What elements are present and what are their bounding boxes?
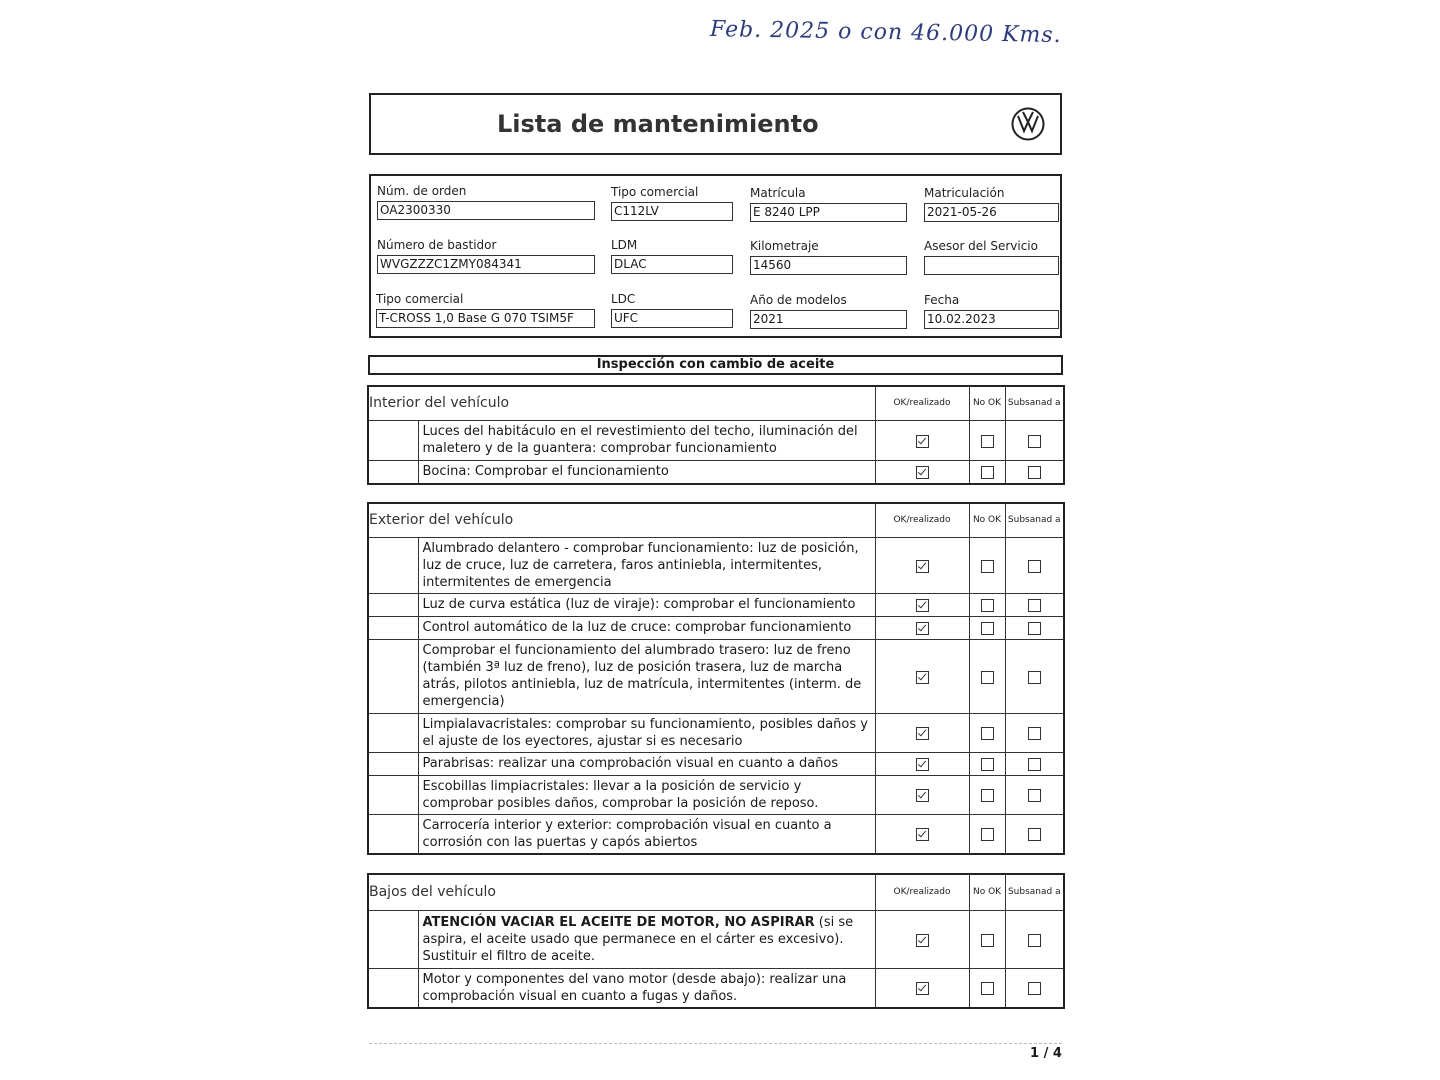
checkbox-cell-nook — [969, 460, 1005, 484]
checkbox-nook[interactable] — [981, 789, 994, 802]
checkbox-ok[interactable] — [916, 789, 929, 802]
field-label: Asesor del Servicio — [924, 239, 1038, 253]
field-label: Matrícula — [750, 186, 806, 200]
checklist-item-text: Limpialavacristales: comprobar su funcionamiento, posibles daños y el ajuste de los eyectores, ajustar si es necesario — [418, 713, 875, 752]
checkbox-subs[interactable] — [1028, 671, 1041, 684]
asesor-field[interactable] — [924, 256, 1059, 275]
col-header-subs: Subsanad a — [1005, 386, 1064, 420]
col-header-nook: No OK — [969, 503, 1005, 537]
checklist-item-desc: (si se aspira, el aceite usado que permanece en el cárter es excesivo). Sustituir el filtro de aceite. — [422, 914, 854, 964]
row-margin-cell — [368, 968, 418, 1008]
col-header-nook: No OK — [969, 386, 1005, 420]
checkbox-nook[interactable] — [981, 466, 994, 479]
checkbox-cell-ok — [875, 814, 969, 854]
checkbox-subs[interactable] — [1028, 599, 1041, 612]
row-margin-cell — [368, 910, 418, 968]
checkbox-ok[interactable] — [916, 560, 929, 573]
checkbox-ok[interactable] — [916, 671, 929, 684]
field-orden — [377, 184, 595, 220]
section-heading: Bajos del vehículo — [368, 874, 875, 910]
checkbox-cell-nook — [969, 910, 1005, 968]
checklist-item-text — [418, 910, 875, 968]
section-header-row — [368, 503, 1064, 537]
checklist-item-text: Control automático de la luz de cruce: comprobar funcionamiento — [418, 616, 875, 639]
tipo-field[interactable]: C112LV — [611, 202, 733, 221]
col-header-nook: No OK — [969, 874, 1005, 910]
checkbox-cell-ok — [875, 968, 969, 1008]
section-interior-table — [367, 385, 1065, 485]
section-heading: Exterior del vehículo — [368, 503, 875, 537]
checkbox-nook[interactable] — [981, 560, 994, 573]
checkbox-nook[interactable] — [981, 758, 994, 771]
field-label: Número de bastidor — [377, 238, 497, 252]
field-label: Año de modelos — [750, 293, 847, 307]
bastidor-field[interactable]: WVGZZZC1ZMY084341 — [377, 255, 595, 274]
checklist-row — [368, 752, 1064, 775]
checkbox-subs[interactable] — [1028, 982, 1041, 995]
checkbox-ok[interactable] — [916, 727, 929, 740]
checkbox-ok[interactable] — [916, 599, 929, 612]
checklist-item-text: Escobillas limpiacristales: llevar a la posición de servicio y comprobar posibles daños, comprobar la posición de reposo. — [418, 775, 875, 814]
checklist-row — [368, 775, 1064, 814]
row-margin-cell — [368, 616, 418, 639]
checklist-item-text: Carrocería interior y exterior: comprobación visual en cuanto a corrosión con las puertas y capós abiertos — [418, 814, 875, 854]
checkbox-cell-subs — [1005, 752, 1064, 775]
tipo2-field[interactable]: T-CROSS 1,0 Base G 070 TSIM5F — [376, 309, 595, 328]
checkbox-nook[interactable] — [981, 599, 994, 612]
checkbox-nook[interactable] — [981, 828, 994, 841]
checkbox-cell-ok — [875, 537, 969, 593]
footer-divider — [369, 1043, 1062, 1044]
field-label: LDM — [611, 238, 638, 252]
page-number: 1 / 4 — [1030, 1046, 1062, 1061]
km-field[interactable]: 14560 — [750, 256, 907, 275]
section-exterior-table — [367, 502, 1065, 855]
checkbox-nook[interactable] — [981, 934, 994, 947]
row-margin-cell — [368, 752, 418, 775]
section-header-row — [368, 386, 1064, 420]
checkbox-cell-ok — [875, 713, 969, 752]
vw-logo-icon — [1011, 107, 1045, 141]
checkbox-cell-subs — [1005, 713, 1064, 752]
checklist-row — [368, 713, 1064, 752]
checkbox-cell-ok — [875, 460, 969, 484]
checklist-row — [368, 910, 1064, 968]
checklist-row — [368, 968, 1064, 1008]
checklist-item-text: Luz de curva estática (luz de viraje): comprobar el funcionamiento — [418, 593, 875, 616]
checklist-item-text: Parabrisas: realizar una comprobación visual en cuanto a daños — [418, 752, 875, 775]
field-matriculacion — [924, 186, 1059, 222]
section-header-row — [368, 874, 1064, 910]
vehicle-info-box — [369, 174, 1062, 338]
col-header-ok: OK/realizado — [875, 503, 969, 537]
checklist-item-warning: ATENCIÓN VACIAR EL ACEITE DE MOTOR, NO ASPIRAR — [422, 914, 815, 930]
checklist-row — [368, 420, 1064, 460]
field-fecha — [924, 293, 1059, 329]
page-title: Lista de mantenimiento — [497, 110, 819, 138]
checkbox-cell-ok — [875, 593, 969, 616]
checkbox-cell-subs — [1005, 420, 1064, 460]
checklist-item-text: Alumbrado delantero - comprobar funcionamiento: luz de posición, luz de cruce, luz de carretera, faros antiniebla, intermitentes, intermitentes de emergencia — [418, 537, 875, 593]
checkbox-nook[interactable] — [981, 622, 994, 635]
row-margin-cell — [368, 593, 418, 616]
checkbox-subs[interactable] — [1028, 828, 1041, 841]
field-matricula — [750, 186, 907, 222]
field-label: Núm. de orden — [377, 184, 467, 198]
checkbox-cell-nook — [969, 752, 1005, 775]
checkbox-cell-nook — [969, 420, 1005, 460]
checkbox-cell-subs — [1005, 460, 1064, 484]
checkbox-cell-ok — [875, 639, 969, 713]
matricula-field[interactable]: E 8240 LPP — [750, 203, 907, 222]
col-header-subs: Subsanad a — [1005, 874, 1064, 910]
field-label: Tipo comercial — [611, 185, 699, 199]
row-margin-cell — [368, 537, 418, 593]
row-margin-cell — [368, 420, 418, 460]
checkbox-nook[interactable] — [981, 435, 994, 448]
checkbox-subs[interactable] — [1028, 789, 1041, 802]
checkbox-subs[interactable] — [1028, 622, 1041, 635]
fecha-field[interactable]: 10.02.2023 — [924, 310, 1059, 329]
checkbox-ok[interactable] — [916, 982, 929, 995]
checkbox-subs[interactable] — [1028, 560, 1041, 573]
checkbox-cell-ok — [875, 910, 969, 968]
checkbox-ok[interactable] — [916, 622, 929, 635]
checkbox-cell-nook — [969, 814, 1005, 854]
checkbox-nook[interactable] — [981, 982, 994, 995]
ldm-field[interactable]: DLAC — [611, 255, 733, 274]
checkbox-cell-nook — [969, 593, 1005, 616]
checkbox-ok[interactable] — [916, 758, 929, 771]
row-margin-cell — [368, 814, 418, 854]
title-box — [369, 93, 1062, 155]
checklist-item-text: Bocina: Comprobar el funcionamiento — [418, 460, 875, 484]
inspection-title: Inspección con cambio de aceite — [368, 355, 1063, 375]
checklist-row — [368, 639, 1064, 713]
row-margin-cell — [368, 713, 418, 752]
field-asesor — [924, 239, 1059, 275]
checkbox-cell-ok — [875, 420, 969, 460]
checklist-row — [368, 593, 1064, 616]
field-bastidor — [377, 238, 595, 274]
checklist-row — [368, 814, 1064, 854]
col-header-ok: OK/realizado — [875, 386, 969, 420]
checkbox-cell-nook — [969, 968, 1005, 1008]
checklist-row — [368, 616, 1064, 639]
checkbox-cell-nook — [969, 616, 1005, 639]
section-bajos-table — [367, 873, 1065, 1009]
matriculacion-field[interactable]: 2021-05-26 — [924, 203, 1059, 222]
checkbox-cell-subs — [1005, 968, 1064, 1008]
field-anio — [750, 293, 907, 329]
section-heading: Interior del vehículo — [368, 386, 875, 420]
checklist-item-text: Luces del habitáculo en el revestimiento del techo, iluminación del maletero y de la guantera: comprobar funcionamiento — [418, 420, 875, 460]
checkbox-cell-ok — [875, 775, 969, 814]
checkbox-cell-subs — [1005, 775, 1064, 814]
checkbox-cell-ok — [875, 616, 969, 639]
field-tipo — [611, 185, 733, 221]
field-tipo2 — [376, 292, 595, 328]
col-header-ok: OK/realizado — [875, 874, 969, 910]
field-label: Matriculación — [924, 186, 1005, 200]
checkbox-subs[interactable] — [1028, 934, 1041, 947]
checkbox-cell-subs — [1005, 814, 1064, 854]
handwritten-note: Feb. 2025 o con 46.000 Kms. — [709, 16, 1062, 49]
ldc-field[interactable]: UFC — [611, 309, 733, 328]
row-margin-cell — [368, 639, 418, 713]
checklist-row — [368, 460, 1064, 484]
field-ldc — [611, 292, 733, 328]
checkbox-cell-ok — [875, 752, 969, 775]
checkbox-subs[interactable] — [1028, 727, 1041, 740]
field-km — [750, 239, 907, 275]
checkbox-cell-nook — [969, 713, 1005, 752]
checkbox-cell-subs — [1005, 593, 1064, 616]
checkbox-ok[interactable] — [916, 435, 929, 448]
checkbox-cell-subs — [1005, 910, 1064, 968]
checkbox-subs[interactable] — [1028, 435, 1041, 448]
checkbox-cell-subs — [1005, 616, 1064, 639]
field-label: LDC — [611, 292, 636, 306]
field-label: Tipo comercial — [376, 292, 464, 306]
checkbox-ok[interactable] — [916, 466, 929, 479]
checkbox-cell-nook — [969, 537, 1005, 593]
row-margin-cell — [368, 775, 418, 814]
checklist-item-text: Comprobar el funcionamiento del alumbrado trasero: luz de freno (también 3ª luz de freno), luz de posición trasera, luz de marcha atrás, pilotos antiniebla, luz de matrícula, intermitentes (interm. de emergencia) — [418, 639, 875, 713]
anio-field[interactable]: 2021 — [750, 310, 907, 329]
checkbox-cell-nook — [969, 639, 1005, 713]
checklist-row — [368, 537, 1064, 593]
field-ldm — [611, 238, 733, 274]
orden-field[interactable]: OA2300330 — [377, 201, 595, 220]
checkbox-subs[interactable] — [1028, 758, 1041, 771]
field-label: Kilometraje — [750, 239, 819, 253]
checkbox-nook[interactable] — [981, 671, 994, 684]
checkbox-nook[interactable] — [981, 727, 994, 740]
checkbox-cell-nook — [969, 775, 1005, 814]
checklist-item-text: Motor y componentes del vano motor (desde abajo): realizar una comprobación visual en cuanto a fugas y daños. — [418, 968, 875, 1008]
field-label: Fecha — [924, 293, 960, 307]
checkbox-subs[interactable] — [1028, 466, 1041, 479]
checkbox-cell-subs — [1005, 639, 1064, 713]
checkbox-ok[interactable] — [916, 828, 929, 841]
checkbox-ok[interactable] — [916, 934, 929, 947]
col-header-subs: Subsanad a — [1005, 503, 1064, 537]
checkbox-cell-subs — [1005, 537, 1064, 593]
row-margin-cell — [368, 460, 418, 484]
